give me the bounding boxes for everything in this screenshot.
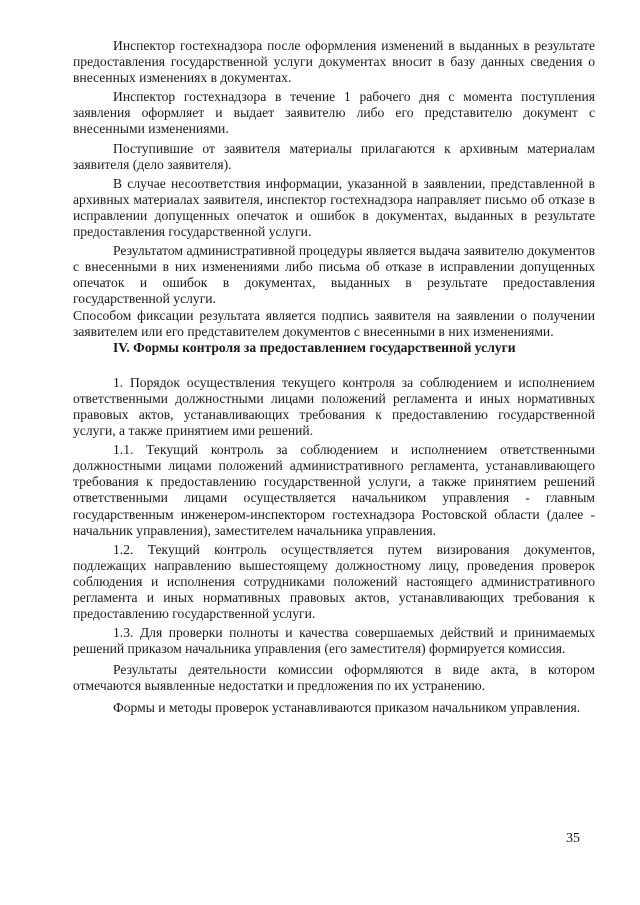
paragraph: 1.1. Текущий контроль за соблюдением и исполнением ответственными должностными лицами положений административного регламента, устанавливающего требования к предоставлению государственной услуги, а также принятием решений ответственными лицами осуществляется начальником управления - главным государственным инженером-инспектором гостехнадзора Ростовской области (далее - начальник управления), заместителем начальника управления. [73, 442, 595, 538]
paragraph: Инспектор гостехнадзора в течение 1 рабочего дня с момента поступления заявления оформляет и выдает заявителю либо его представителю документ с внесенными изменениями. [73, 89, 595, 137]
paragraph: Результаты деятельности комиссии оформляются в виде акта, в котором отмечаются выявленные недостатки и предложения по их устранению. [73, 662, 595, 694]
paragraph: 1. Порядок осуществления текущего контроля за соблюдением и исполнением ответственными должностными лицами положений регламента и иных нормативных правовых актов, устанавливающих требования к предоставлению государственной услуги, а также принятием ими решений. [73, 374, 595, 439]
document-body [73, 38, 595, 716]
paragraph: Поступившие от заявителя материалы прилагаются к архивным материалам заявителя (дело заявителя). [73, 140, 595, 172]
paragraph: Инспектор гостехнадзора после оформления изменений в выданных в результате предоставления государственной услуги документах вносит в базу данных сведения о внесенных изменениях в документах. [73, 38, 595, 86]
page-number: 35 [566, 831, 580, 846]
paragraph: Формы и методы проверок устанавливаются приказом начальником управления. [113, 699, 581, 715]
paragraph: 1.3. Для проверки полноты и качества совершаемых действий и принимаемых решений приказом начальника управления (его заместителя) формируется комиссия. [73, 625, 595, 657]
paragraph: Способом фиксации результата является подпись заявителя на заявлении о получении заявителем или его представителем документов с внесенными в них изменениями. [73, 307, 595, 339]
paragraph: Результатом административной процедуры является выдача заявителю документов с внесенными в них изменениями либо письма об отказе в исправлении допущенных опечаток и ошибок в документах, выданных в результате предоставления государственной услуги. [73, 243, 595, 307]
paragraph: 1.2. Текущий контроль осуществляется путем визирования документов, подлежащих направлению вышестоящему должностному лицу, проведения проверок соблюдения и исполнения сотрудниками положений настоящего административного регламента и иных нормативных правовых актов, устанавливающих требования к предоставлению государственной услуги. [73, 541, 595, 622]
section-heading: IV. Формы контроля за предоставлением государственной услуги [113, 339, 516, 355]
paragraph: В случае несоответствия информации, указанной в заявлении, представленной в архивных материалах заявителя, инспектор гостехнадзора направляет письмо об отказе в исправлении допущенных опечаток и ошибок в документах, выданных в результате предоставления государственной услуги. [73, 175, 595, 240]
